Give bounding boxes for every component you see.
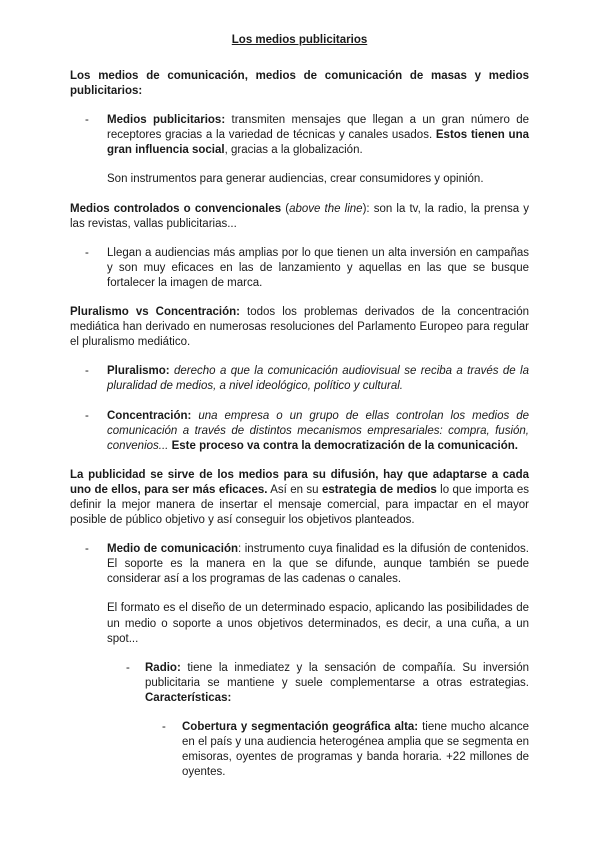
text-run: : instrumento cuya finalidad es la difusión de contenidos. El soporte es la manera en la que se difunde, aunque también se puede considerar así a los programas de las cadenas o canales.	[107, 543, 529, 586]
paragraph-formato	[107, 601, 529, 646]
text-run-bold: Pluralismo vs Concentración:	[70, 306, 241, 319]
text-run: Son instrumentos para generar audiencias, crear consumidores y opinión.	[107, 173, 484, 186]
bullet-text	[145, 661, 529, 706]
text-run: (	[281, 202, 290, 215]
text-run-italic: una empresa o un grupo de ellas controlan los medios de comunicación a través de distintos mecanismos empresariales: compra, fusión, convenios...	[107, 409, 529, 452]
text-run: tiene mucho alcance en el país y una audiencia heterogénea amplia que se segmenta en emisoras, oyentes de programas y banda horaria. +22 millones de oyentes.	[182, 721, 529, 779]
text-run-bold: Radio:	[145, 661, 181, 674]
bullet-text	[107, 364, 529, 394]
bullet-item-radio	[126, 661, 529, 706]
bullet-text	[182, 720, 529, 780]
text-run: todos los problemas derivados de la concentración mediática han derivado en numerosas resoluciones del Parlamento Europeo para regular el pluralismo mediático.	[70, 306, 529, 349]
text-run-bold: Medios publicitarios:	[107, 114, 226, 127]
text-run: Los medios de comunicación, medios de comunicación de masas y medios publicitarios:	[70, 70, 529, 98]
text-run-bold: Pluralismo:	[107, 365, 170, 378]
bullet-item-concentracion	[85, 409, 529, 454]
text-run-bold: Concentración:	[107, 409, 192, 422]
text-run: Llegan a audiencias más amplias por lo que tienen un alta inversión en campañas y son muy eficaces en las de lanzamiento y aquellas en las que se busque fortalecer la imagen de marca.	[107, 246, 529, 289]
text-run-italic: above the line	[289, 202, 363, 215]
paragraph-instrumentos	[107, 172, 529, 187]
text-run-bold: La publicidad se sirve de los medios para su difusión, hay que adaptarse a cada uno de ellos, para ser más eficaces.	[70, 468, 529, 496]
bullet-marker: -	[85, 246, 89, 259]
text-run-italic: derecho a que la comunicación audiovisual se reciba a través de la pluralidad de medios, a nivel ideológico, político y cultural.	[107, 365, 529, 393]
text-run: lo que importa es definir la mejor manera de insertar el mensaje comercial, para impactar en el mayor posible de público objetivo y así conseguir los objetivos planteados.	[70, 483, 529, 527]
bullet-text	[107, 113, 529, 158]
text-run: ): son la tv, la radio, la prensa y las revistas, vallas publicitarias...	[70, 202, 529, 230]
text-run-bold: Estos tienen una gran influencia social	[107, 129, 529, 157]
bullet-item-llegan-audiencias	[85, 246, 529, 291]
bullet-item-medio-comunicacion	[85, 542, 529, 587]
bullet-item-pluralismo	[85, 364, 529, 394]
paragraph-publicidad-difusion	[70, 468, 529, 528]
text-run-bold: Medio de comunicación	[107, 543, 239, 556]
text-run-bold: Cobertura y segmentación geográfica alta:	[182, 721, 419, 733]
bullet-marker: -	[85, 365, 89, 378]
text-run-bold: Este proceso va contra la democratización de la comunicación.	[171, 439, 518, 452]
bullet-marker: -	[85, 114, 89, 127]
text-run-bold: Características:	[145, 691, 232, 704]
bullet-text	[107, 409, 529, 454]
bullet-text	[107, 246, 529, 291]
bullet-marker: -	[85, 409, 89, 422]
document-title: Los medios publicitarios	[231, 34, 368, 46]
bullet-marker: -	[85, 543, 89, 556]
text-run: transmiten mensajes que llegan a un gran número de receptores gracias a la variedad de técnicas y canales usados.	[107, 114, 530, 142]
text-run: Así en su	[267, 483, 322, 496]
text-run: tiene la inmediatez y la sensación de compañía. Su inversión publicitaria se mantiene y suele complementarse a otras estrategias.	[145, 661, 529, 689]
text-run: El formato es el diseño de un determinado espacio, aplicando las posibilidades de un medio o soporte a unos objetivos determinados, es decir, a una cuña, a un spot...	[107, 602, 529, 645]
paragraph-intro	[70, 69, 529, 99]
bullet-item-cobertura	[162, 720, 529, 780]
bullet-marker: -	[162, 721, 166, 733]
bullet-marker: -	[126, 661, 130, 674]
text-run-bold: estrategia de medios	[321, 483, 437, 496]
paragraph-medios-controlados	[70, 202, 529, 232]
bullet-item-medios-publicitarios	[85, 113, 529, 158]
text-run: , gracias a la globalización.	[224, 144, 363, 157]
paragraph-pluralismo-vs-concentracion	[70, 305, 529, 350]
text-run-bold: Medios controlados o convencionales	[70, 202, 282, 215]
bullet-text	[107, 542, 529, 587]
